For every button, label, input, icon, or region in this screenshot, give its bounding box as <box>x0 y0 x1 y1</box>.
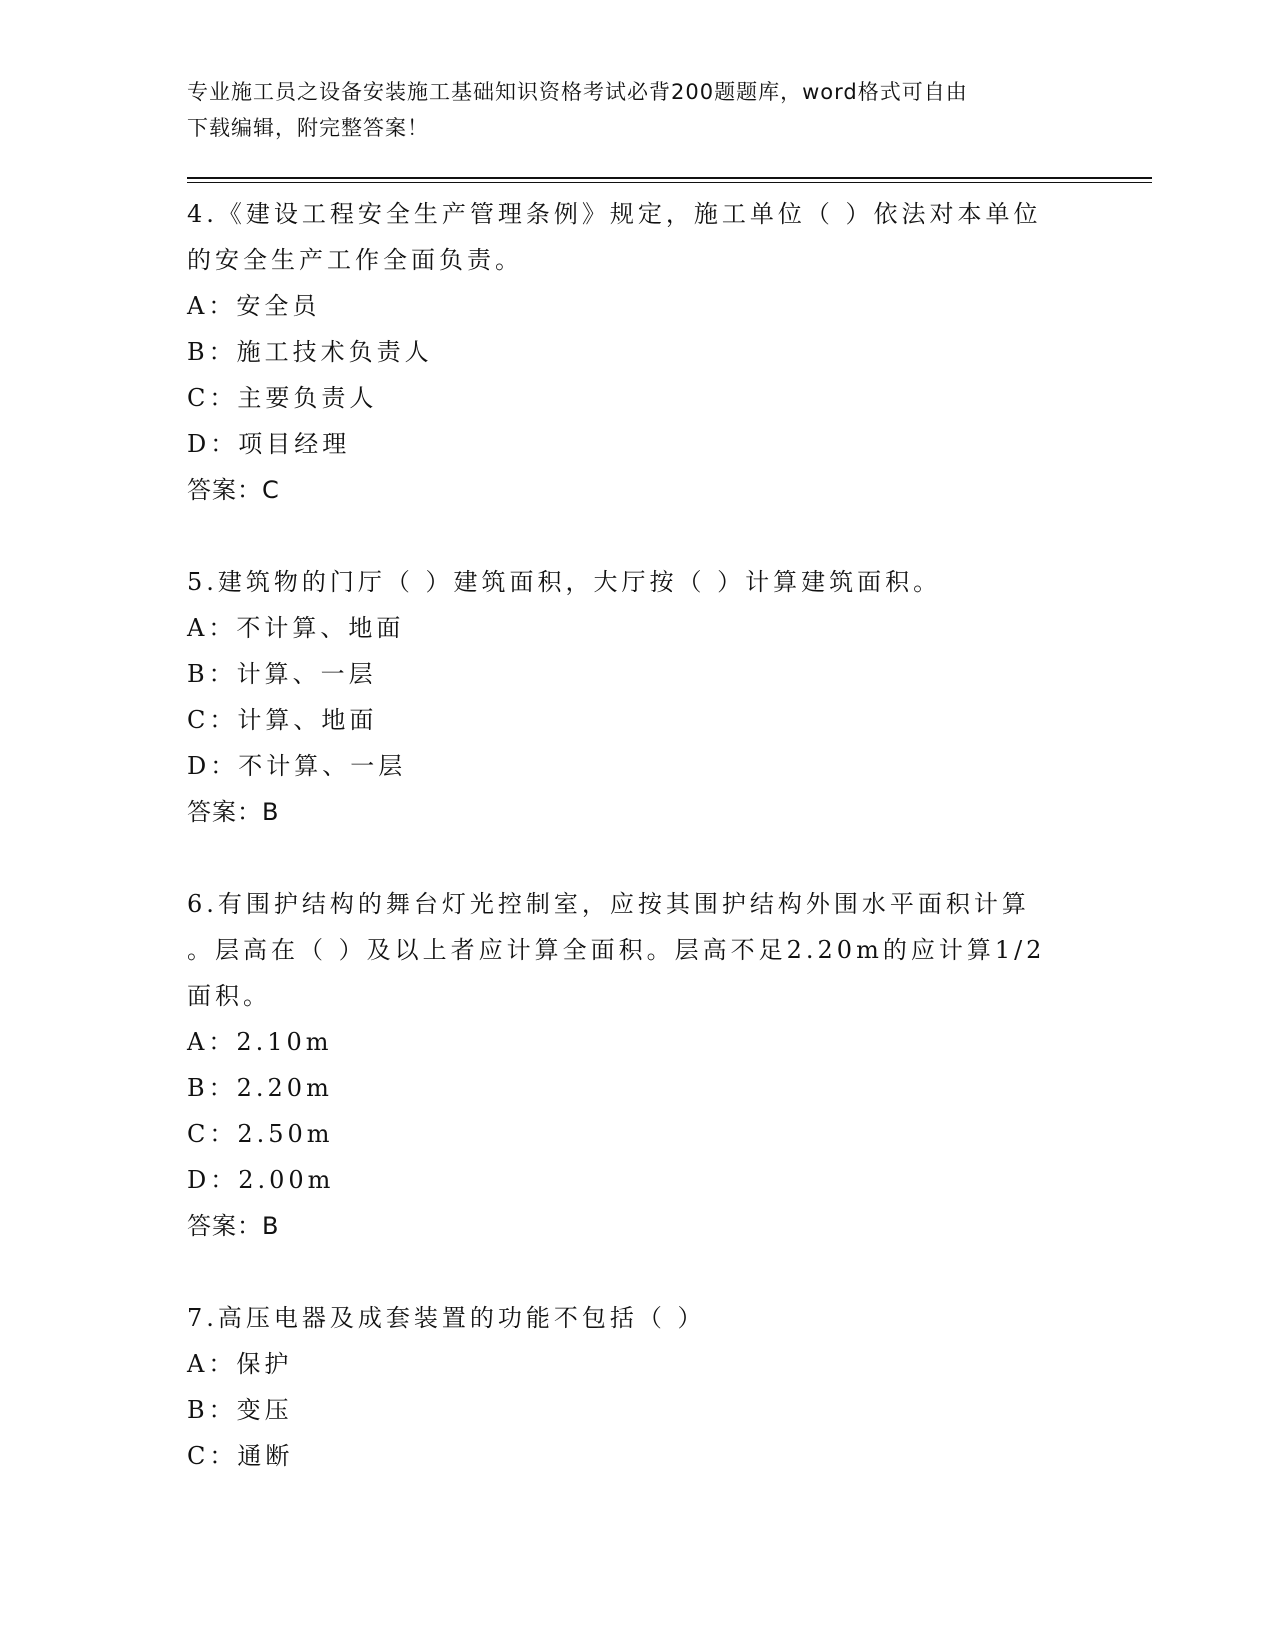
option-a: A：不计算、地面 <box>187 614 405 642</box>
option-d: D：不计算、一层 <box>187 752 407 780</box>
option-b: B：变压 <box>187 1396 293 1424</box>
option-a: A：保护 <box>187 1350 293 1378</box>
question-stem: 4.《建设工程安全生产管理条例》规定，施工单位（ ）依法对本单位 <box>187 200 1042 228</box>
document-header <box>187 74 1067 146</box>
question-list <box>187 191 1087 1479</box>
option-d: D：项目经理 <box>187 430 351 458</box>
question-6 <box>187 881 1087 1249</box>
question-stem: 6.有围护结构的舞台灯光控制室，应按其围护结构外围水平面积计算 <box>187 890 1030 918</box>
question-7 <box>187 1295 1087 1479</box>
question-stem: 5.建筑物的门厅（ ）建筑面积，大厅按（ ）计算建筑面积。 <box>187 568 942 596</box>
question-stem: 的安全生产工作全面负责。 <box>187 246 523 274</box>
option-c: C：主要负责人 <box>187 384 378 412</box>
option-b: B：2.20m <box>187 1074 333 1102</box>
header-divider <box>187 177 1152 179</box>
option-c: C：通断 <box>187 1442 294 1470</box>
question-5 <box>187 559 1087 835</box>
option-d: D：2.00m <box>187 1166 335 1194</box>
option-a: A：安全员 <box>187 292 321 320</box>
option-a: A：2.10m <box>187 1028 333 1056</box>
option-b: B：计算、一层 <box>187 660 377 688</box>
header-divider-thin <box>187 182 1152 183</box>
option-b: B：施工技术负责人 <box>187 338 433 366</box>
header-line: 下载编辑，附完整答案！ <box>187 116 429 140</box>
header-line: 专业施工员之设备安装施工基础知识资格考试必背200题题库，word格式可自由 <box>187 80 968 104</box>
question-stem: 。层高在（ ）及以上者应计算全面积。层高不足2.20m的应计算1/2 <box>187 936 1046 964</box>
answer: 答案：B <box>187 1212 280 1240</box>
option-c: C：2.50m <box>187 1120 334 1148</box>
answer: 答案：B <box>187 798 280 826</box>
question-stem: 面积。 <box>187 982 271 1010</box>
answer: 答案：C <box>187 476 280 504</box>
option-c: C：计算、地面 <box>187 706 378 734</box>
question-stem: 7.高压电器及成套装置的功能不包括（ ） <box>187 1304 706 1332</box>
question-4 <box>187 191 1087 513</box>
